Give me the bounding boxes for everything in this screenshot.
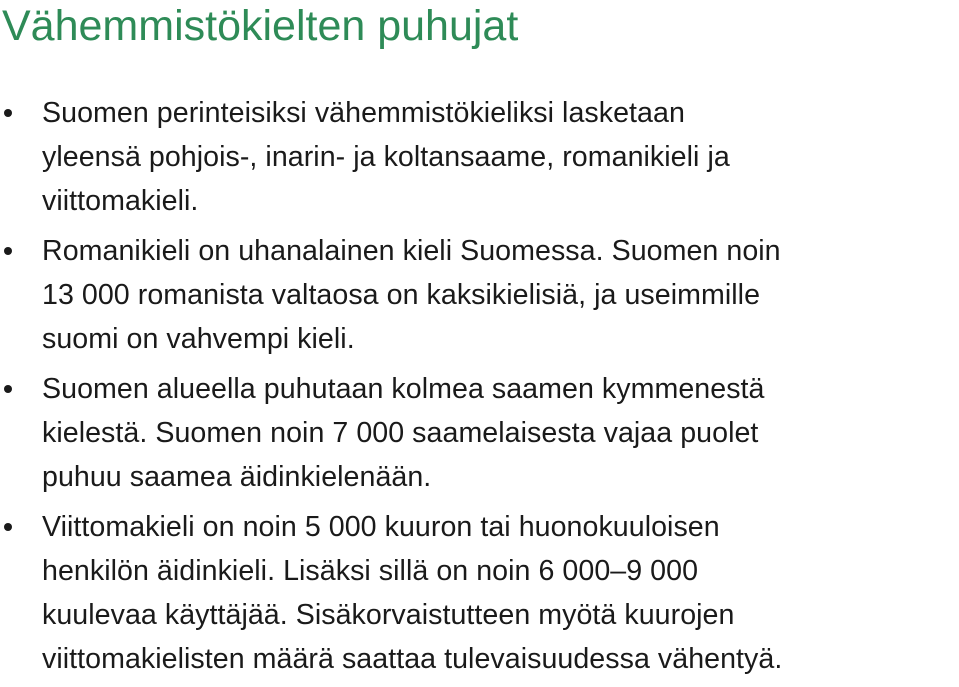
- bullet-line: Suomen alueella puhutaan kolmea saamen kymmenestä: [42, 373, 765, 405]
- bullet-line: suomi on vahvempi kieli.: [42, 323, 355, 355]
- bullet-line: Viittomakieli on noin 5 000 kuuron tai huonokuuloisen: [42, 511, 720, 543]
- bullet-dot-icon: [4, 109, 12, 117]
- bullet-line: puhuu saamea äidinkielenään.: [42, 461, 432, 493]
- slide-title: Vähemmistökielten puhujat: [2, 2, 519, 50]
- bullet-text: [42, 367, 959, 499]
- bullet-text: [42, 91, 959, 223]
- bullet-item: [0, 229, 959, 361]
- bullet-line: viittomakieli.: [42, 185, 199, 217]
- bullet-item: [0, 367, 959, 499]
- bullet-dot-icon: [4, 247, 12, 255]
- bullet-list: [0, 91, 959, 687]
- bullet-line: kuulevaa käyttäjää. Sisäkorvaistutteen myötä kuurojen: [42, 599, 735, 631]
- bullet-line: 13 000 romanista valtaosa on kaksikielisiä, ja useimmille: [42, 279, 761, 311]
- bullet-line: viittomakielisten määrä saattaa tulevaisuudessa vähentyä.: [42, 643, 783, 675]
- bullet-line: yleensä pohjois-, inarin- ja koltansaame, romanikieli ja: [42, 141, 730, 173]
- bullet-dot-icon: [4, 385, 12, 393]
- bullet-item: [0, 505, 959, 681]
- bullet-item: [0, 91, 959, 223]
- bullet-line: Suomen perinteisiksi vähemmistökieliksi lasketaan: [42, 97, 685, 129]
- bullet-line: kielestä. Suomen noin 7 000 saamelaisesta vajaa puolet: [42, 417, 759, 449]
- bullet-text: [42, 505, 959, 681]
- bullet-dot-icon: [4, 523, 12, 531]
- bullet-line: Romanikieli on uhanalainen kieli Suomessa. Suomen noin: [42, 235, 781, 267]
- bullet-text: [42, 229, 959, 361]
- bullet-line: henkilön äidinkieli. Lisäksi sillä on noin 6 000–9 000: [42, 555, 699, 587]
